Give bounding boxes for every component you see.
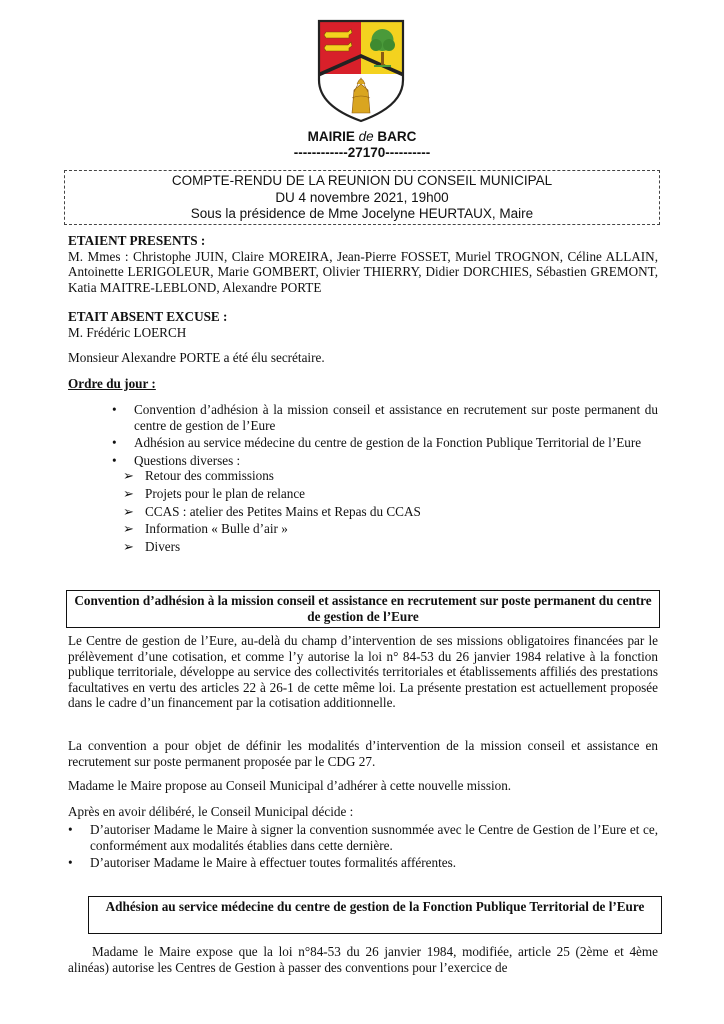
agenda-item: • Questions diverses : ➢ Retour des commissions ➢ Projets pour le plan de relance ➢ CCAS : atelier des Petites Mains et Repas du CCAS ➢ Information « Bulle d’air » ➢ Divers xyxy=(112,453,658,555)
arrow-bullet-icon: ➢ xyxy=(123,468,135,484)
agenda-sublist xyxy=(123,468,658,554)
report-header-box xyxy=(64,170,660,225)
arrow-bullet-icon: ➢ xyxy=(123,485,135,501)
arrow-bullet-icon: ➢ xyxy=(123,538,135,554)
agenda-item: • Convention d’adhésion à la mission conseil et assistance en recrutement sur poste permanent du centre de gestion de l’Eure xyxy=(112,402,658,433)
agenda-subitem: ➢ CCAS : atelier des Petites Mains et Repas du CCAS xyxy=(123,503,421,519)
section1-para3: Madame le Maire propose au Conseil Municipal d’adhérer à cette nouvelle mission. xyxy=(68,778,512,793)
secretary-line: Monsieur Alexandre PORTE a été élu secrétaire. xyxy=(68,350,325,365)
agenda-heading-text: Ordre du jour : xyxy=(68,376,156,391)
agenda-item: • Adhésion au service médecine du centre de gestion de la Fonction Publique Territorial de l’Eure xyxy=(112,435,642,451)
section1-title-box: Convention d’adhésion à la mission conseil et assistance en recrutement sur poste permanent du centre de gestion de l’Eure xyxy=(66,590,660,628)
presents-list: M. Mmes : Christophe JUIN, Claire MOREIRA, Jean-Pierre FOSSET, Muriel TROGNON, Céline ALLAIN, Antoinette LERIGOLEUR, Marie GOMBERT, Olivier THIERRY, Didier DORCHIES, Sébastien GREMONT, Katia MAITRE-LEBLOND, Alexandre PORTE xyxy=(68,248,658,295)
bullet-icon: • xyxy=(112,452,117,468)
absent-heading: ETAIT ABSENT EXCUSE : xyxy=(68,309,228,324)
section2-title-box: Adhésion au service médecine du centre de gestion de la Fonction Publique Territorial de l’Eure xyxy=(88,896,662,934)
decision-item: • D’autoriser Madame le Maire à signer la convention susnommée avec le Centre de Gestion de l’Eure et ce, conformément aux modalités établies dans cette dernière. xyxy=(68,822,658,853)
postcode-line: ------------27170---------- xyxy=(293,145,431,160)
section2-para1: Madame le Maire expose que la loi n°84-53 du 26 janvier 1984, modifiée, article 25 (2ème et 4ème alinéas) autorise les Centres de Gestion à passer des conventions pour l’exercice de xyxy=(68,944,658,975)
absent-list: M. Frédéric LOERCH xyxy=(68,324,187,340)
decision-list xyxy=(68,822,658,873)
bullet-icon: • xyxy=(68,822,73,837)
agenda-subitem: ➢ Projets pour le plan de relance xyxy=(123,485,306,501)
mairie-de: de xyxy=(358,129,374,144)
section1-para4: Après en avoir délibéré, le Conseil Municipal décide : xyxy=(68,804,354,819)
absent-section xyxy=(68,309,658,340)
bullet-icon: • xyxy=(68,855,73,871)
arrow-bullet-icon: ➢ xyxy=(123,521,135,537)
mairie-prefix: MAIRIE xyxy=(307,129,355,144)
arrow-bullet-icon: ➢ xyxy=(123,503,135,519)
mairie-suffix: BARC xyxy=(377,129,417,144)
agenda-list xyxy=(112,402,658,556)
report-title: COMPTE-RENDU DE LA REUNION DU CONSEIL MUNICIPAL xyxy=(171,173,553,188)
agenda-heading xyxy=(68,376,658,392)
bullet-icon: • xyxy=(112,402,117,417)
agenda-subitem: ➢ Divers xyxy=(123,538,181,554)
report-presidency: Sous la présidence de Mme Jocelyne HEURTAUX, Maire xyxy=(190,206,534,221)
mairie-title xyxy=(0,129,724,145)
agenda-subitem: ➢ Information « Bulle d’air » xyxy=(123,521,288,537)
coat-of-arms-logo xyxy=(316,18,406,124)
section1-para1: Le Centre de gestion de l’Eure, au-delà du champ d’intervention de ses missions obligatoires financées par le prélèvement d’une cotisation, et comme l’y autorise la loi n° 84-53 du 26 janvier 1984 relative à la fonction publique territoriale, développe au service des collectivités territoriales et établissements affiliés des prestations facultatives en vertu des articles 22 à 26-1 de cette même loi. La présente prestation est actuellement proposée dans le cadre d’un financement par la cotisation additionnelle. xyxy=(68,633,658,711)
presents-section xyxy=(68,233,658,295)
decision-item: • D’autoriser Madame le Maire à effectuer toutes formalités afférentes. xyxy=(68,855,457,871)
bullet-icon: • xyxy=(112,435,117,451)
section1-para2: La convention a pour objet de définir les modalités d’intervention de la mission conseil et assistance en recrutement sur poste permanent proposée par le CDG 27. xyxy=(68,738,658,769)
agenda-subitem: ➢ Retour des commissions xyxy=(123,468,274,484)
report-date: DU 4 novembre 2021, 19h00 xyxy=(275,189,449,205)
presents-heading: ETAIENT PRESENTS : xyxy=(68,233,206,248)
